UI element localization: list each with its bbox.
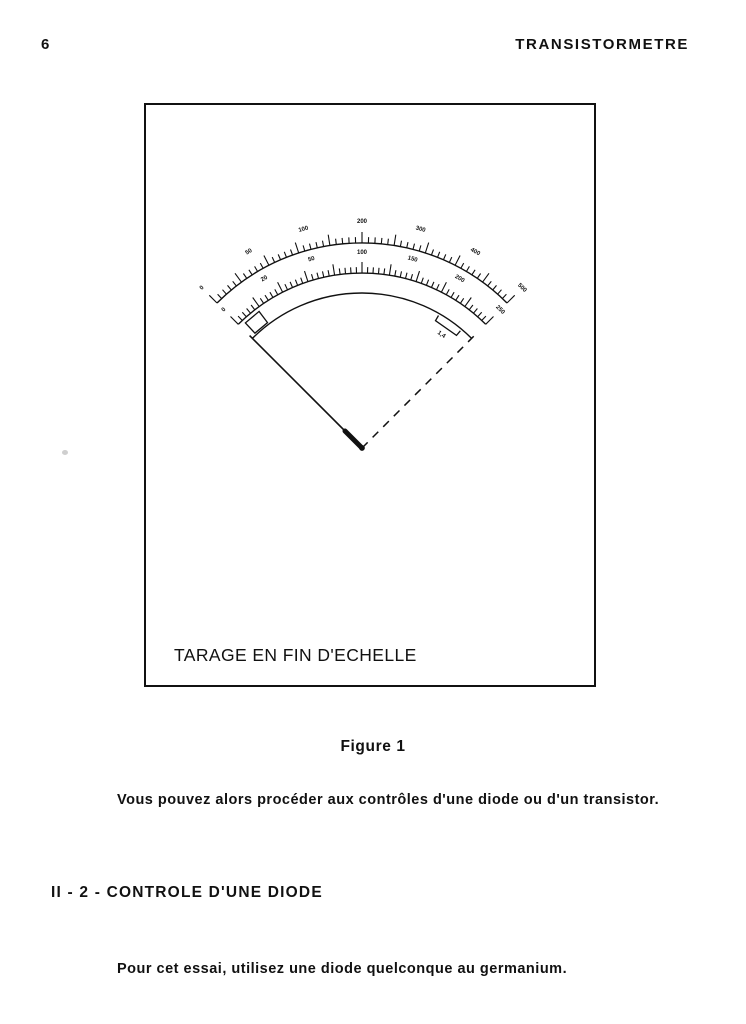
outer-scale-tick xyxy=(336,239,337,245)
middle-scale-arc xyxy=(238,273,485,324)
needle-full-scale-dashed xyxy=(362,334,476,448)
outer-scale-label: 200 xyxy=(356,219,368,225)
middle-scale-tick xyxy=(285,284,288,290)
inner-scale-label: 150 xyxy=(406,255,419,264)
needle-pivot xyxy=(360,446,364,450)
outer-scale-tick xyxy=(342,238,343,244)
middle-scale-tick xyxy=(441,282,446,292)
figure-frame xyxy=(144,103,596,687)
middle-scale-tick xyxy=(426,280,428,286)
outer-scale-tick xyxy=(498,290,502,295)
outer-scale-tick xyxy=(218,294,222,298)
middle-scale-tick xyxy=(389,264,391,275)
outer-scale-tick xyxy=(431,250,433,256)
outer-scale-tick xyxy=(507,295,515,303)
paper-speck xyxy=(62,450,68,455)
outer-scale-tick xyxy=(438,252,440,258)
middle-scale-tick xyxy=(290,282,292,288)
outer-scale-label: 300 xyxy=(414,225,427,234)
outer-scale-tick xyxy=(323,241,324,247)
middle-scale-tick xyxy=(251,305,255,310)
middle-scale-tick xyxy=(432,282,434,288)
outer-scale-label: 0 xyxy=(198,284,206,292)
outer-scale-tick xyxy=(235,273,242,282)
outer-scale-tick xyxy=(249,270,252,275)
middle-scale-tick xyxy=(238,316,242,320)
middle-scale-tick xyxy=(312,274,314,280)
outer-scale-tick xyxy=(255,266,258,271)
outer-scale-tick xyxy=(502,294,506,298)
meter-dial-diagram xyxy=(146,105,594,685)
inner-arc-label: 1,4 xyxy=(436,330,447,340)
outer-scale-tick xyxy=(291,250,293,256)
outer-scale-label: 100 xyxy=(297,225,310,234)
middle-scale-tick xyxy=(295,280,297,286)
outer-scale-tick xyxy=(449,257,452,262)
middle-scale-tick xyxy=(278,282,283,292)
outer-scale-tick xyxy=(488,281,492,286)
outer-scale-tick xyxy=(466,266,469,271)
middle-scale-tick xyxy=(416,271,419,282)
outer-scale-tick xyxy=(233,281,237,286)
inner-scale-label: 20 xyxy=(260,274,269,284)
outer-scale-tick xyxy=(328,235,330,246)
outer-scale-tick xyxy=(243,274,246,279)
middle-scale-tick xyxy=(400,271,401,277)
middle-scale-tick xyxy=(275,289,278,294)
middle-scale-tick xyxy=(406,273,408,279)
middle-scale-tick xyxy=(421,278,423,284)
paragraph-diode-transistor-checks: Vous pouvez alors procéder aux contrôles d'une diode ou d'un transistor. xyxy=(117,792,660,808)
figure-label: TARAGE EN FIN D'ECHELLE xyxy=(174,645,417,665)
outer-scale-tick xyxy=(419,245,421,251)
middle-scale-tick xyxy=(253,298,259,307)
middle-scale-tick xyxy=(437,284,440,290)
outer-scale-tick xyxy=(425,243,428,253)
inner-scale-label: 0 xyxy=(220,306,228,314)
inner-scale-label: 200 xyxy=(453,274,466,285)
middle-scale-tick xyxy=(328,270,329,276)
middle-scale-tick xyxy=(446,289,449,294)
middle-scale-tick xyxy=(460,298,463,303)
middle-scale-tick xyxy=(301,278,303,284)
middle-scale-tick xyxy=(339,268,340,274)
outer-scale-tick xyxy=(228,285,232,290)
outer-scale-tick xyxy=(209,295,217,303)
outer-scale-tick xyxy=(472,270,475,275)
needle-base xyxy=(345,431,362,448)
outer-scale-tick xyxy=(413,244,415,250)
outer-scale-tick xyxy=(388,239,389,245)
middle-scale-tick xyxy=(379,268,380,274)
section-heading-diode-check: II - 2 - CONTROLE D'UNE DIODE xyxy=(51,884,323,901)
middle-scale-tick xyxy=(465,298,471,307)
outer-scale-tick xyxy=(443,254,445,260)
outer-scale-label: 500 xyxy=(516,282,528,294)
middle-scale-tick xyxy=(270,292,273,297)
outer-scale-tick xyxy=(455,256,460,266)
outer-scale-tick xyxy=(461,263,464,268)
outer-scale-tick xyxy=(303,245,305,251)
inner-scale-label: 50 xyxy=(307,255,316,264)
outer-scale-tick xyxy=(316,242,317,248)
outer-scale-tick xyxy=(272,257,275,262)
middle-scale-tick xyxy=(345,268,346,274)
inner-scale-label: 250 xyxy=(494,304,506,316)
middle-scale-tick xyxy=(451,292,454,297)
outer-scale-tick xyxy=(310,244,312,250)
middle-scale-tick xyxy=(242,312,246,317)
outer-scale-tick xyxy=(394,235,396,246)
outer-scale-tick xyxy=(295,243,298,253)
middle-scale-tick xyxy=(323,271,324,277)
inner-scale-label: 100 xyxy=(356,250,368,256)
middle-scale-tick xyxy=(384,268,385,274)
outer-scale-tick xyxy=(381,238,382,244)
middle-scale-tick xyxy=(411,274,413,280)
outer-scale-tick xyxy=(483,273,490,282)
outer-scale-label: 50 xyxy=(244,247,254,257)
middle-scale-tick xyxy=(469,305,473,310)
page-number: 6 xyxy=(41,36,50,53)
paragraph-germanium-diode: Pour cet essai, utilisez une diode quelconque au germanium. xyxy=(117,961,568,977)
middle-scale-tick xyxy=(231,317,239,325)
outer-scale-label: 400 xyxy=(469,247,481,258)
middle-scale-tick xyxy=(317,273,319,279)
outer-scale-tick xyxy=(264,256,269,266)
outer-scale-tick xyxy=(278,254,280,260)
outer-scale-tick xyxy=(223,290,227,295)
middle-scale-tick xyxy=(260,298,263,303)
outer-scale-tick xyxy=(493,285,497,290)
figure-caption: Figure 1 xyxy=(340,738,406,755)
middle-scale-tick xyxy=(305,271,308,282)
running-header: TRANSISTORMETRE xyxy=(515,36,689,53)
middle-scale-tick xyxy=(486,317,494,325)
outer-scale-tick xyxy=(407,242,408,248)
outer-scale-tick xyxy=(477,274,480,279)
middle-scale-tick xyxy=(333,264,335,275)
middle-scale-tick xyxy=(265,295,268,300)
middle-scale-tick xyxy=(456,295,459,300)
middle-scale-tick xyxy=(482,316,486,320)
middle-scale-tick xyxy=(474,309,478,314)
outer-scale-tick xyxy=(400,241,401,247)
outer-scale-tick xyxy=(284,252,286,258)
middle-scale-tick xyxy=(247,309,251,314)
outer-scale-tick xyxy=(260,263,263,268)
middle-scale-tick xyxy=(395,270,396,276)
middle-scale-tick xyxy=(478,312,482,317)
